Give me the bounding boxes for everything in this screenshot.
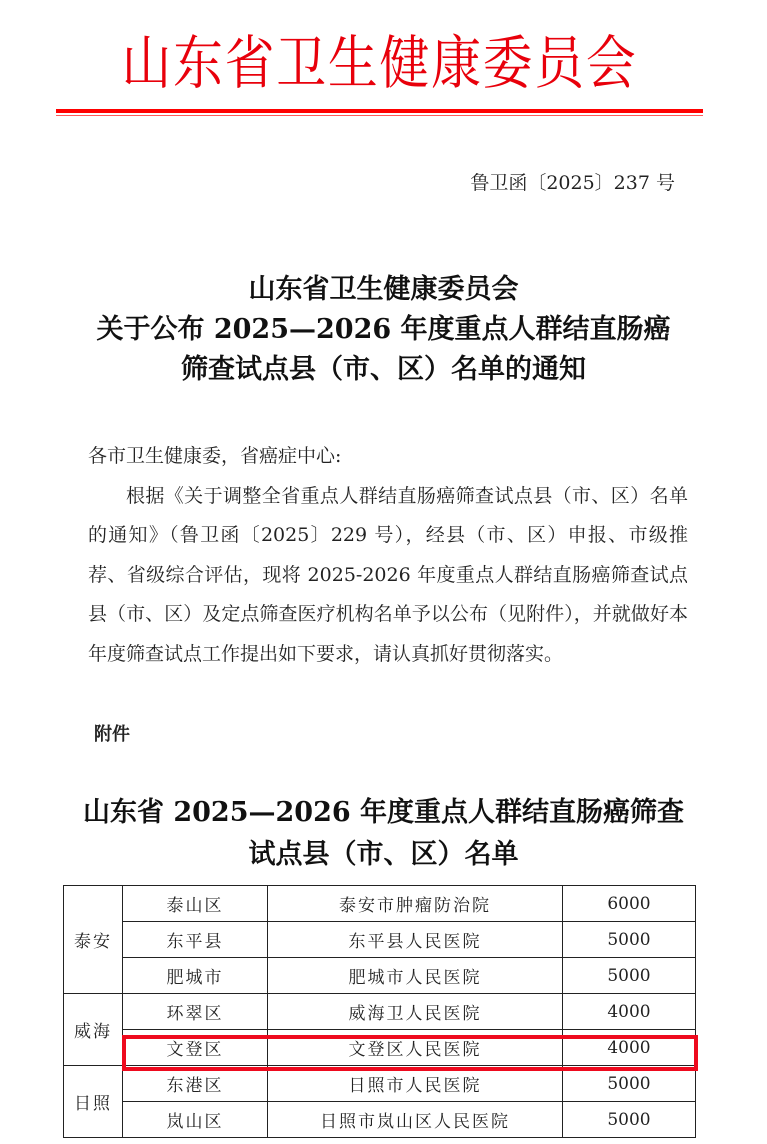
- attachment-title-line-1: 山东省 2025—2026 年度重点人群结直肠癌筛查: [82, 797, 685, 828]
- body-paragraph: 根据《关于调整全省重点人群结直肠癌筛查试点县（市、区）名单的通知》（鲁卫函〔2025〕229 号），经县（市、区）申报、市级推荐、省级综合评估，现将 2025-2026 年度重点人群结直肠癌筛查试点县（市、区）及定点筛查医疗机构名单予以公布（见附件），并就做好本年度筛查试点工作提出如下要求，请认真抓好贯彻落实。: [88, 484, 688, 665]
- table-row: [64, 958, 696, 994]
- hospital-cell: 文登区人民医院: [268, 1030, 563, 1066]
- district-cell: 文登区: [123, 1030, 268, 1066]
- count-cell: 6000: [563, 886, 696, 922]
- district-cell: 泰山区: [123, 886, 268, 922]
- count-cell: 5000: [563, 922, 696, 958]
- district-cell: 东平县: [123, 922, 268, 958]
- document-body: [88, 437, 688, 674]
- count-cell: 5000: [563, 1102, 696, 1138]
- attachment-title: [60, 792, 707, 876]
- attachment-label: 附件: [94, 724, 130, 745]
- attachment-title-line-2: 试点县（市、区）名单: [248, 839, 519, 870]
- table-row: [64, 994, 696, 1030]
- count-cell: 5000: [563, 958, 696, 994]
- masthead-red-rule-thin: [56, 115, 703, 116]
- document-number: 鲁卫函〔2025〕237 号: [470, 172, 675, 194]
- district-cell: 东港区: [123, 1066, 268, 1102]
- pilot-county-table: [63, 885, 696, 1138]
- hospital-cell: 泰安市肿瘤防治院: [268, 886, 563, 922]
- document-title: [60, 270, 707, 390]
- hospital-cell: 东平县人民医院: [268, 922, 563, 958]
- table-row: [64, 886, 696, 922]
- title-line-3: 筛查试点县（市、区）名单的通知: [181, 354, 586, 385]
- hospital-cell: 威海卫人民医院: [268, 994, 563, 1030]
- title-line-1: 山东省卫生健康委员会: [248, 274, 519, 305]
- city-cell: 威海: [64, 994, 123, 1066]
- count-cell: 5000: [563, 1066, 696, 1102]
- city-cell: 日照: [64, 1066, 123, 1138]
- table-row: [64, 1102, 696, 1138]
- table-row: [64, 922, 696, 958]
- masthead-red-rule: [56, 109, 703, 113]
- hospital-cell: 日照市人民医院: [268, 1066, 563, 1102]
- title-line-2: 关于公布 2025—2026 年度重点人群结直肠癌: [96, 314, 671, 345]
- table-row-highlighted: [64, 1030, 696, 1066]
- count-cell: 4000: [563, 1030, 696, 1066]
- count-cell: 4000: [563, 994, 696, 1030]
- table-row: [64, 1066, 696, 1102]
- city-cell: 泰安: [64, 886, 123, 994]
- hospital-cell: 日照市岚山区人民医院: [268, 1102, 563, 1138]
- district-cell: 环翠区: [123, 994, 268, 1030]
- addressee: 各市卫生健康委，省癌症中心:: [88, 445, 342, 467]
- masthead-org-name: 山东省卫生健康委员会: [121, 29, 638, 97]
- hospital-cell: 肥城市人民医院: [268, 958, 563, 994]
- district-cell: 肥城市: [123, 958, 268, 994]
- district-cell: 岚山区: [123, 1102, 268, 1138]
